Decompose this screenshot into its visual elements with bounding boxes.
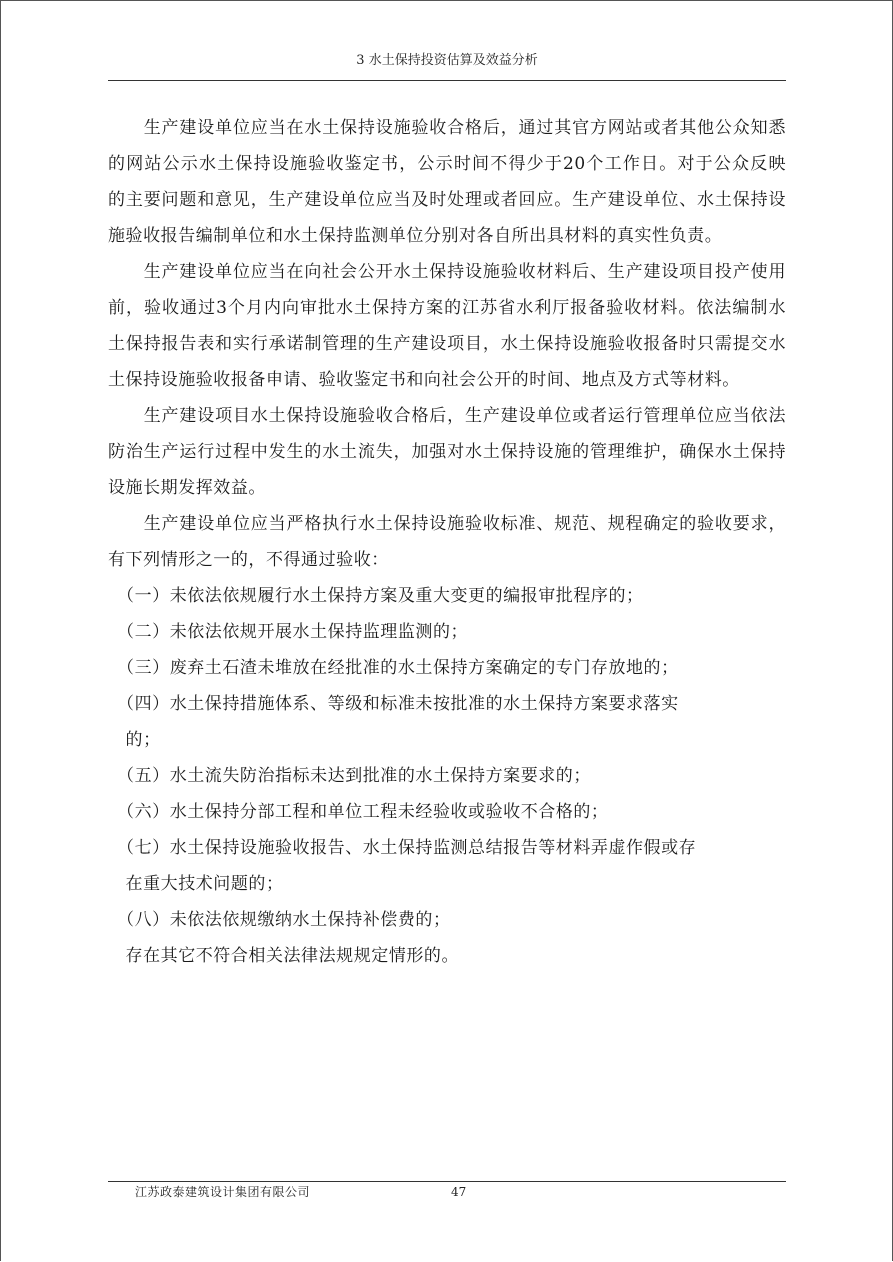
closing-line: 存在其它不符合相关法律法规规定情形的。 — [108, 946, 459, 966]
list-item: （五）水土流失防治指标未达到批准的水土保持方案要求的； — [108, 766, 591, 786]
text-line: 施验收报告编制单位和水土保持监测单位分别对各自所出具材料的真实性负责。 — [108, 226, 723, 246]
list-item-continuation: 在重大技术问题的； — [108, 874, 284, 894]
text-line: 生产建设单位应当严格执行水土保持设施验收标准、规范、规程确定的验收要求， — [108, 514, 786, 534]
text-line: 防治生产运行过程中发生的水土流失，加强对水土保持设施的管理维护，确保水土保持 — [108, 442, 786, 462]
list-item-continuation: 的； — [108, 730, 161, 750]
text-line: 生产建设单位应当在向社会公开水土保持设施验收材料后、生产建设项目投产使用 — [108, 262, 786, 282]
text-line: 生产建设项目水土保持设施验收合格后，生产建设单位或者运行管理单位应当依法 — [108, 406, 786, 426]
footer-divider — [108, 1181, 786, 1182]
text-line: 土保持设施验收报备申请、验收鉴定书和向社会公开的时间、地点及方式等材料。 — [108, 370, 740, 390]
list-item: （八）未依法依规缴纳水土保持补偿费的； — [108, 910, 451, 930]
text-line: 的主要问题和意见，生产建设单位应当及时处理或者回应。生产建设单位、水土保持设 — [108, 190, 786, 210]
text-line: 有下列情形之一的，不得通过验收： — [108, 550, 389, 570]
text-line: 土保持报告表和实行承诺制管理的生产建设项目，水土保持设施验收报备时只需提交水 — [108, 334, 786, 354]
list-item: （一）未依法依规履行水土保持方案及重大变更的编报审批程序的； — [108, 586, 644, 606]
text-line: 生产建设单位应当在水土保持设施验收合格后，通过其官方网站或者其他公众知悉 — [108, 118, 786, 138]
footer-company: 江苏政泰建筑设计集团有限公司 — [135, 1185, 311, 1199]
text-line: 的网站公示水土保持设施验收鉴定书，公示时间不得少于20个工作日。对于公众反映 — [108, 154, 786, 174]
page-header: 3 水土保持投资估算及效益分析 — [356, 53, 538, 68]
list-item: （三）废弃土石渣未堆放在经批准的水土保持方案确定的专门存放地的； — [108, 658, 679, 678]
list-item: （二）未依法依规开展水土保持监理监测的； — [108, 622, 469, 642]
document-body — [108, 110, 786, 974]
text-line: 设施长期发挥效益。 — [108, 478, 266, 498]
list-item: （四）水土保持措施体系、等级和标准未按批准的水土保持方案要求落实 — [108, 694, 679, 714]
list-item: （七）水土保持设施验收报告、水土保持监测总结报告等材料弄虚作假或存 — [108, 838, 697, 858]
page-number: 47 — [451, 1185, 467, 1199]
header-divider — [108, 80, 786, 81]
list-item: （六）水土保持分部工程和单位工程未经验收或验收不合格的； — [108, 802, 609, 822]
text-line: 前，验收通过3个月内向审批水土保持方案的江苏省水利厅报备验收材料。依法编制水 — [108, 298, 786, 318]
